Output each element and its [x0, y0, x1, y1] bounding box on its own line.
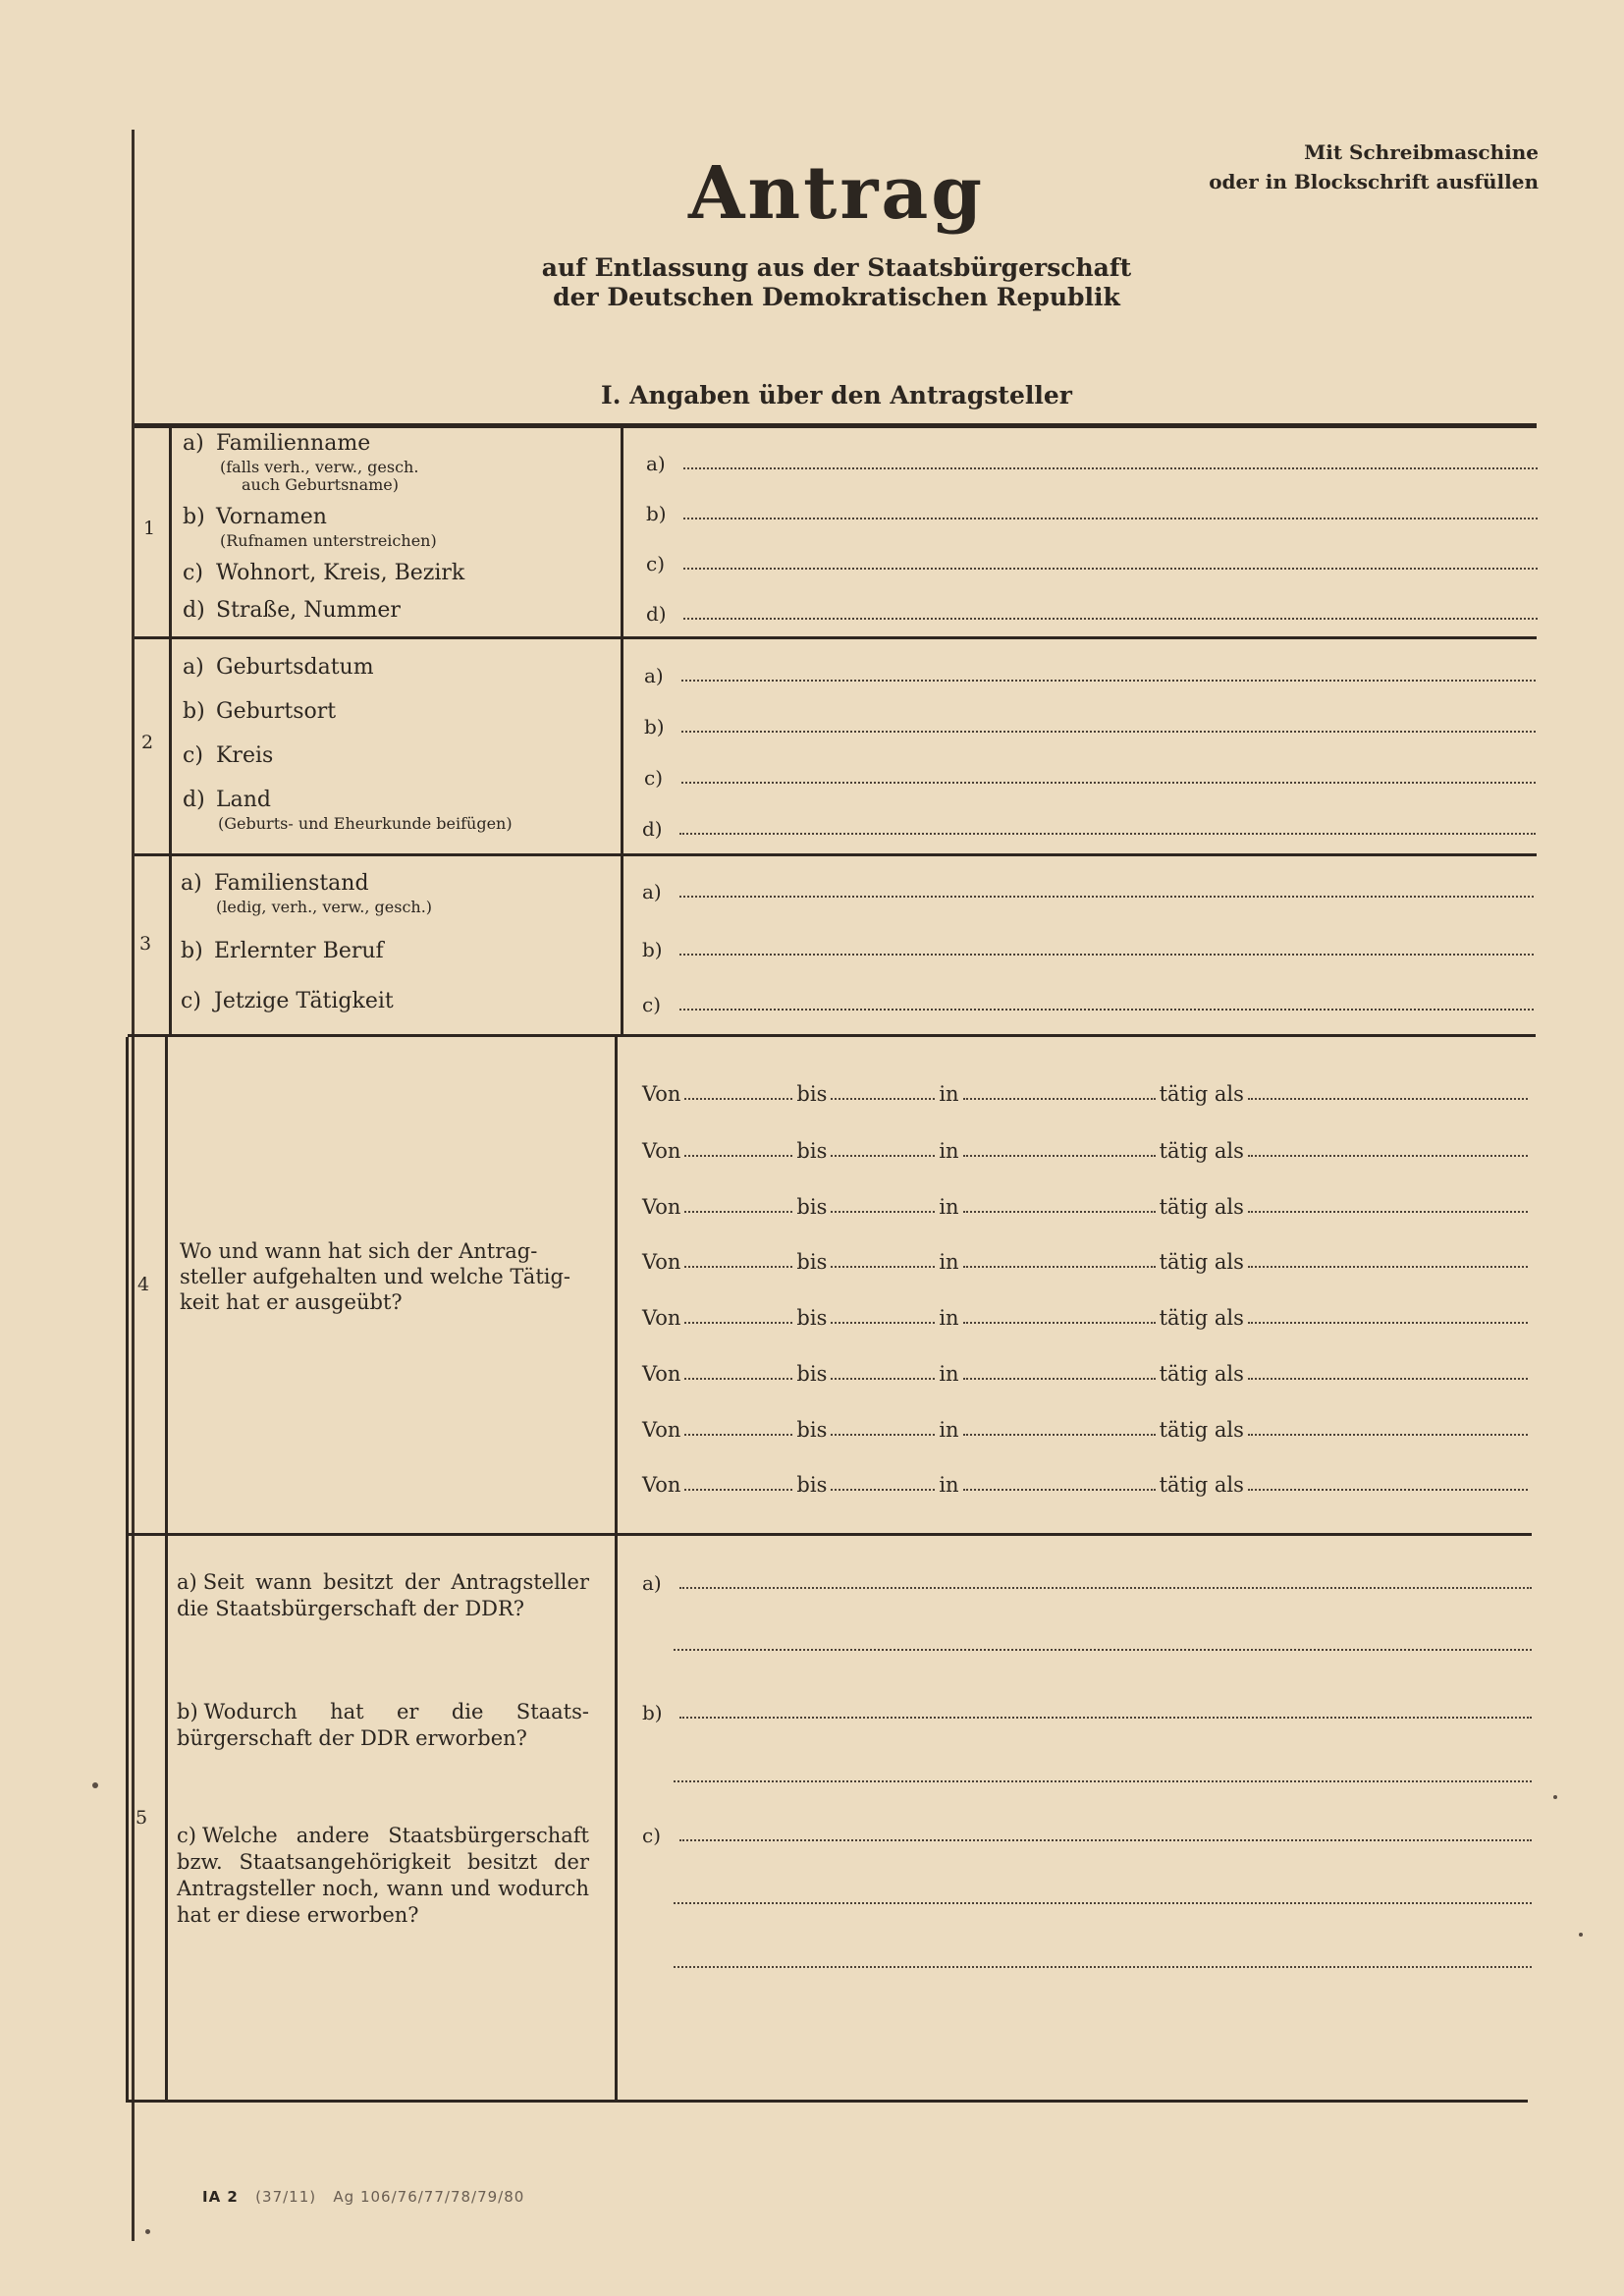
paper-speck: [1553, 1795, 1557, 1799]
dotted-line: [679, 833, 1536, 835]
word-in: in: [939, 1139, 959, 1163]
row5-field-a[interactable]: [642, 1567, 1532, 1595]
word-taetig-als: tätig als: [1159, 1473, 1244, 1497]
margin-line-lower: [126, 1037, 129, 2103]
word-bis: bis: [796, 1306, 828, 1330]
row2-letter-c: c): [183, 743, 203, 768]
word-taetig-als: tätig als: [1159, 1139, 1244, 1163]
row5-field-b[interactable]: [642, 1697, 1532, 1724]
word-bis: bis: [796, 1139, 828, 1163]
field-letter: b): [642, 1701, 663, 1724]
word-bis: bis: [796, 1195, 828, 1219]
von-field[interactable]: [684, 1155, 792, 1157]
stay-history-row[interactable]: [642, 1246, 1532, 1274]
dotted-line: [683, 618, 1538, 620]
form-subtitle: [0, 253, 1624, 312]
question-andere-staatsbuergerschaft: Welche andere Staatsbürgerschaft bzw. Staatsangehörigkeit besitzt der Antragsteller noch, wann und wodurch hat er diese erworben?: [177, 1824, 589, 1927]
in-field[interactable]: [963, 1266, 1156, 1268]
field-letter: c): [644, 766, 664, 790]
row5-field-c-continuation-1[interactable]: [674, 1883, 1532, 1910]
word-in: in: [939, 1250, 959, 1274]
label-familienname: Familienname: [216, 431, 371, 456]
bis-field[interactable]: [831, 1489, 935, 1491]
word-von: Von: [642, 1473, 681, 1497]
dotted-line: [674, 1966, 1532, 1968]
paper-speck: [145, 2229, 150, 2234]
word-taetig-als: tätig als: [1159, 1306, 1244, 1330]
field-letter: a): [642, 1571, 662, 1595]
row4-question: [180, 1238, 597, 1315]
word-von: Von: [642, 1306, 681, 1330]
row2-label-b: [183, 699, 336, 725]
stay-history-row[interactable]: [642, 1135, 1532, 1163]
word-von: Von: [642, 1362, 681, 1386]
row2-field-d[interactable]: [642, 813, 1536, 841]
label-geburtsort: Geburtsort: [216, 699, 337, 724]
row-divider-1-2: [135, 636, 1537, 639]
word-taetig-als: tätig als: [1159, 1362, 1244, 1386]
word-bis: bis: [796, 1250, 828, 1274]
dotted-line: [674, 1780, 1532, 1782]
row1-label-c: [183, 561, 464, 586]
stay-history-row[interactable]: [642, 1302, 1532, 1330]
paper-speck: [92, 1782, 98, 1788]
row1-letter-c: c): [183, 561, 203, 585]
in-field[interactable]: [963, 1211, 1156, 1213]
row-number-3: 3: [138, 933, 152, 955]
stay-history-row[interactable]: [642, 1078, 1532, 1106]
dotted-line: [683, 518, 1538, 519]
question-line-2: steller aufgehalten und welche Tätig-: [180, 1265, 571, 1288]
word-in: in: [939, 1195, 959, 1219]
label-land: Land: [216, 788, 271, 812]
taetig-field[interactable]: [1248, 1489, 1528, 1491]
word-bis: bis: [796, 1418, 828, 1442]
in-field[interactable]: [963, 1378, 1156, 1380]
row5-question-c: [177, 1823, 589, 1929]
row3-note-a: (ledig, verh., verw., gesch.): [216, 898, 433, 916]
field-letter: c): [642, 1824, 662, 1847]
row2-label-d: [183, 788, 271, 813]
word-bis: bis: [796, 1082, 828, 1106]
dotted-line: [683, 467, 1538, 469]
instruction-line-2: oder in Blockschrift ausfüllen: [1209, 170, 1539, 193]
word-taetig-als: tätig als: [1159, 1082, 1244, 1106]
row-number-1: 1: [142, 518, 156, 539]
row-number-4: 4: [136, 1274, 150, 1295]
form-code: IA 2: [202, 2188, 239, 2206]
von-field[interactable]: [684, 1211, 792, 1213]
field-letter: a): [646, 452, 666, 475]
number-column-rule-lower: [165, 1034, 168, 2103]
stay-history-row[interactable]: [642, 1191, 1532, 1219]
paper-speck: [1579, 1933, 1583, 1937]
in-field[interactable]: [963, 1098, 1156, 1100]
section-heading: I. Angaben über den Antragsteller: [601, 381, 1072, 410]
question-line-1: Wo und wann hat sich der Antrag-: [180, 1239, 538, 1263]
subtitle-line-2: der Deutschen Demokratischen Republik: [553, 283, 1120, 311]
taetig-field[interactable]: [1248, 1266, 1528, 1268]
row3-field-b[interactable]: [642, 934, 1534, 961]
in-field[interactable]: [963, 1322, 1156, 1324]
word-in: in: [939, 1306, 959, 1330]
field-letter: a): [644, 664, 664, 687]
field-letter: a): [642, 880, 662, 903]
bis-field[interactable]: [831, 1266, 935, 1268]
label-kreis: Kreis: [216, 743, 274, 768]
row-divider-3-4: [128, 1034, 1536, 1037]
note-a-line-2: auch Geburtsname): [242, 475, 400, 494]
word-in: in: [939, 1418, 959, 1442]
taetig-field[interactable]: [1248, 1155, 1528, 1157]
label-erlernter-beruf: Erlernter Beruf: [214, 939, 384, 963]
row1-note-b: (Rufnamen unterstreichen): [220, 531, 437, 550]
table-bottom-rule: [126, 2100, 1528, 2103]
dotted-line: [679, 954, 1534, 956]
row5-letter-a: a): [177, 1570, 197, 1594]
von-field[interactable]: [684, 1266, 792, 1268]
row5-field-c-continuation-2[interactable]: [674, 1946, 1532, 1974]
row2-field-c[interactable]: [644, 762, 1536, 790]
word-von: Von: [642, 1139, 681, 1163]
word-bis: bis: [796, 1473, 828, 1497]
print-ref: Ag 106/76/77/78/79/80: [333, 2188, 525, 2206]
question-staatsbuergerschaft-seit: Seit wann besitzt der Antragsteller die Staatsbürgerschaft der DDR?: [177, 1570, 589, 1620]
row3-letter-c: c): [181, 989, 201, 1013]
stay-history-row[interactable]: [642, 1469, 1532, 1497]
field-letter: d): [642, 817, 663, 841]
row3-field-c[interactable]: [642, 989, 1534, 1016]
bis-field[interactable]: [831, 1155, 935, 1157]
taetig-field[interactable]: [1248, 1322, 1528, 1324]
word-in: in: [939, 1362, 959, 1386]
table-top-rule: [135, 423, 1537, 428]
field-letter: b): [642, 938, 663, 961]
word-von: Von: [642, 1250, 681, 1274]
row3-letter-a: a): [181, 871, 202, 896]
taetig-field[interactable]: [1248, 1098, 1528, 1100]
row5-field-b-continuation[interactable]: [674, 1761, 1532, 1788]
dotted-line: [679, 1717, 1532, 1719]
dotted-line: [679, 1587, 1532, 1589]
row2-field-b[interactable]: [644, 711, 1536, 738]
row2-label-a: [183, 655, 374, 681]
row1-letter-a: a): [183, 431, 204, 456]
field-letter: b): [646, 502, 667, 525]
word-von: Von: [642, 1195, 681, 1219]
dotted-line: [681, 680, 1536, 682]
label-familienstand: Familienstand: [214, 871, 369, 896]
field-letter: c): [646, 552, 666, 575]
dotted-line: [679, 1839, 1532, 1841]
row2-letter-b: b): [183, 699, 205, 724]
row-number-5: 5: [135, 1807, 148, 1829]
row1-field-a[interactable]: [646, 448, 1538, 475]
bis-field[interactable]: [831, 1211, 935, 1213]
von-field[interactable]: [684, 1098, 792, 1100]
word-bis: bis: [796, 1362, 828, 1386]
word-in: in: [939, 1473, 959, 1497]
bis-field[interactable]: [831, 1434, 935, 1436]
row3-label-c: [181, 989, 394, 1014]
row1-field-c[interactable]: [646, 548, 1538, 575]
row1-label-d: [183, 598, 401, 624]
row1-letter-d: d): [183, 598, 205, 623]
row2-label-c: [183, 743, 273, 769]
von-field[interactable]: [684, 1434, 792, 1436]
field-letter: c): [642, 993, 662, 1016]
row2-letter-d: d): [183, 788, 205, 812]
taetig-field[interactable]: [1248, 1378, 1528, 1380]
label-jetzige-taetigkeit: Jetzige Tätigkeit: [214, 989, 394, 1013]
question-line-3: keit hat er ausgeübt?: [180, 1290, 403, 1314]
label-geburtsdatum: Geburtsdatum: [216, 655, 374, 680]
row5-field-a-continuation[interactable]: [674, 1629, 1532, 1657]
label-vornamen: Vornamen: [216, 505, 327, 529]
dotted-line: [674, 1649, 1532, 1651]
field-letter: d): [646, 602, 667, 626]
dotted-line: [681, 782, 1536, 784]
row2-note-d: (Geburts- und Eheurkunde beifügen): [218, 814, 513, 833]
row2-letter-a: a): [183, 655, 204, 680]
von-field[interactable]: [684, 1378, 792, 1380]
row1-field-b[interactable]: [646, 498, 1538, 525]
row5-field-c[interactable]: [642, 1820, 1532, 1847]
row3-label-a: [181, 871, 369, 897]
dotted-line: [679, 1009, 1534, 1011]
label-column-rule-lower: [615, 1034, 618, 2103]
instruction-line-1: Mit Schreibmaschine: [1304, 140, 1539, 164]
row5-question-b: [177, 1699, 589, 1752]
form-ref: (37/11): [255, 2188, 317, 2206]
dotted-line: [674, 1902, 1532, 1904]
label-wohnort: Wohnort, Kreis, Bezirk: [216, 561, 465, 585]
label-column-rule: [621, 423, 623, 1034]
row1-field-d[interactable]: [646, 598, 1538, 626]
word-taetig-als: tätig als: [1159, 1195, 1244, 1219]
bis-field[interactable]: [831, 1378, 935, 1380]
bis-field[interactable]: [831, 1098, 935, 1100]
form-title: Antrag: [687, 151, 986, 236]
form-footer: [202, 2188, 524, 2206]
number-column-rule: [169, 423, 172, 1034]
row3-letter-b: b): [181, 939, 203, 963]
word-von: Von: [642, 1082, 681, 1106]
word-taetig-als: tätig als: [1159, 1418, 1244, 1442]
label-strasse: Straße, Nummer: [216, 598, 401, 623]
taetig-field[interactable]: [1248, 1211, 1528, 1213]
in-field[interactable]: [963, 1434, 1156, 1436]
question-erworben-wodurch: Wodurch hat er die Staatsbürgerschaft der DDR erworben?: [177, 1700, 589, 1750]
row1-letter-b: b): [183, 505, 205, 529]
von-field[interactable]: [684, 1489, 792, 1491]
row-number-2: 2: [140, 732, 154, 753]
word-taetig-als: tätig als: [1159, 1250, 1244, 1274]
word-von: Von: [642, 1418, 681, 1442]
taetig-field[interactable]: [1248, 1434, 1528, 1436]
stay-history-row[interactable]: [642, 1358, 1532, 1386]
row1-label-b: [183, 505, 327, 530]
row1-note-a: [220, 459, 418, 494]
dotted-line: [683, 568, 1538, 570]
dotted-line: [681, 731, 1536, 733]
note-a-line-1: (falls verh., verw., gesch.: [220, 458, 419, 476]
stay-history-row[interactable]: [642, 1414, 1532, 1442]
row-divider-4-5: [126, 1533, 1532, 1536]
dotted-line: [679, 896, 1534, 898]
row1-label-a: [183, 431, 370, 457]
row3-field-a[interactable]: [642, 876, 1534, 903]
in-field[interactable]: [963, 1155, 1156, 1157]
left-margin-line: [132, 130, 135, 2241]
field-letter: b): [644, 715, 665, 738]
in-field[interactable]: [963, 1489, 1156, 1491]
row2-field-a[interactable]: [644, 660, 1536, 687]
row3-label-b: [181, 939, 384, 964]
von-field[interactable]: [684, 1322, 792, 1324]
row5-question-a: [177, 1569, 589, 1622]
subtitle-line-1: auf Entlassung aus der Staatsbürgerschaft: [541, 253, 1132, 282]
bis-field[interactable]: [831, 1322, 935, 1324]
row5-letter-b: b): [177, 1700, 198, 1723]
row-divider-2-3: [135, 853, 1537, 856]
row5-letter-c: c): [177, 1824, 196, 1847]
word-in: in: [939, 1082, 959, 1106]
